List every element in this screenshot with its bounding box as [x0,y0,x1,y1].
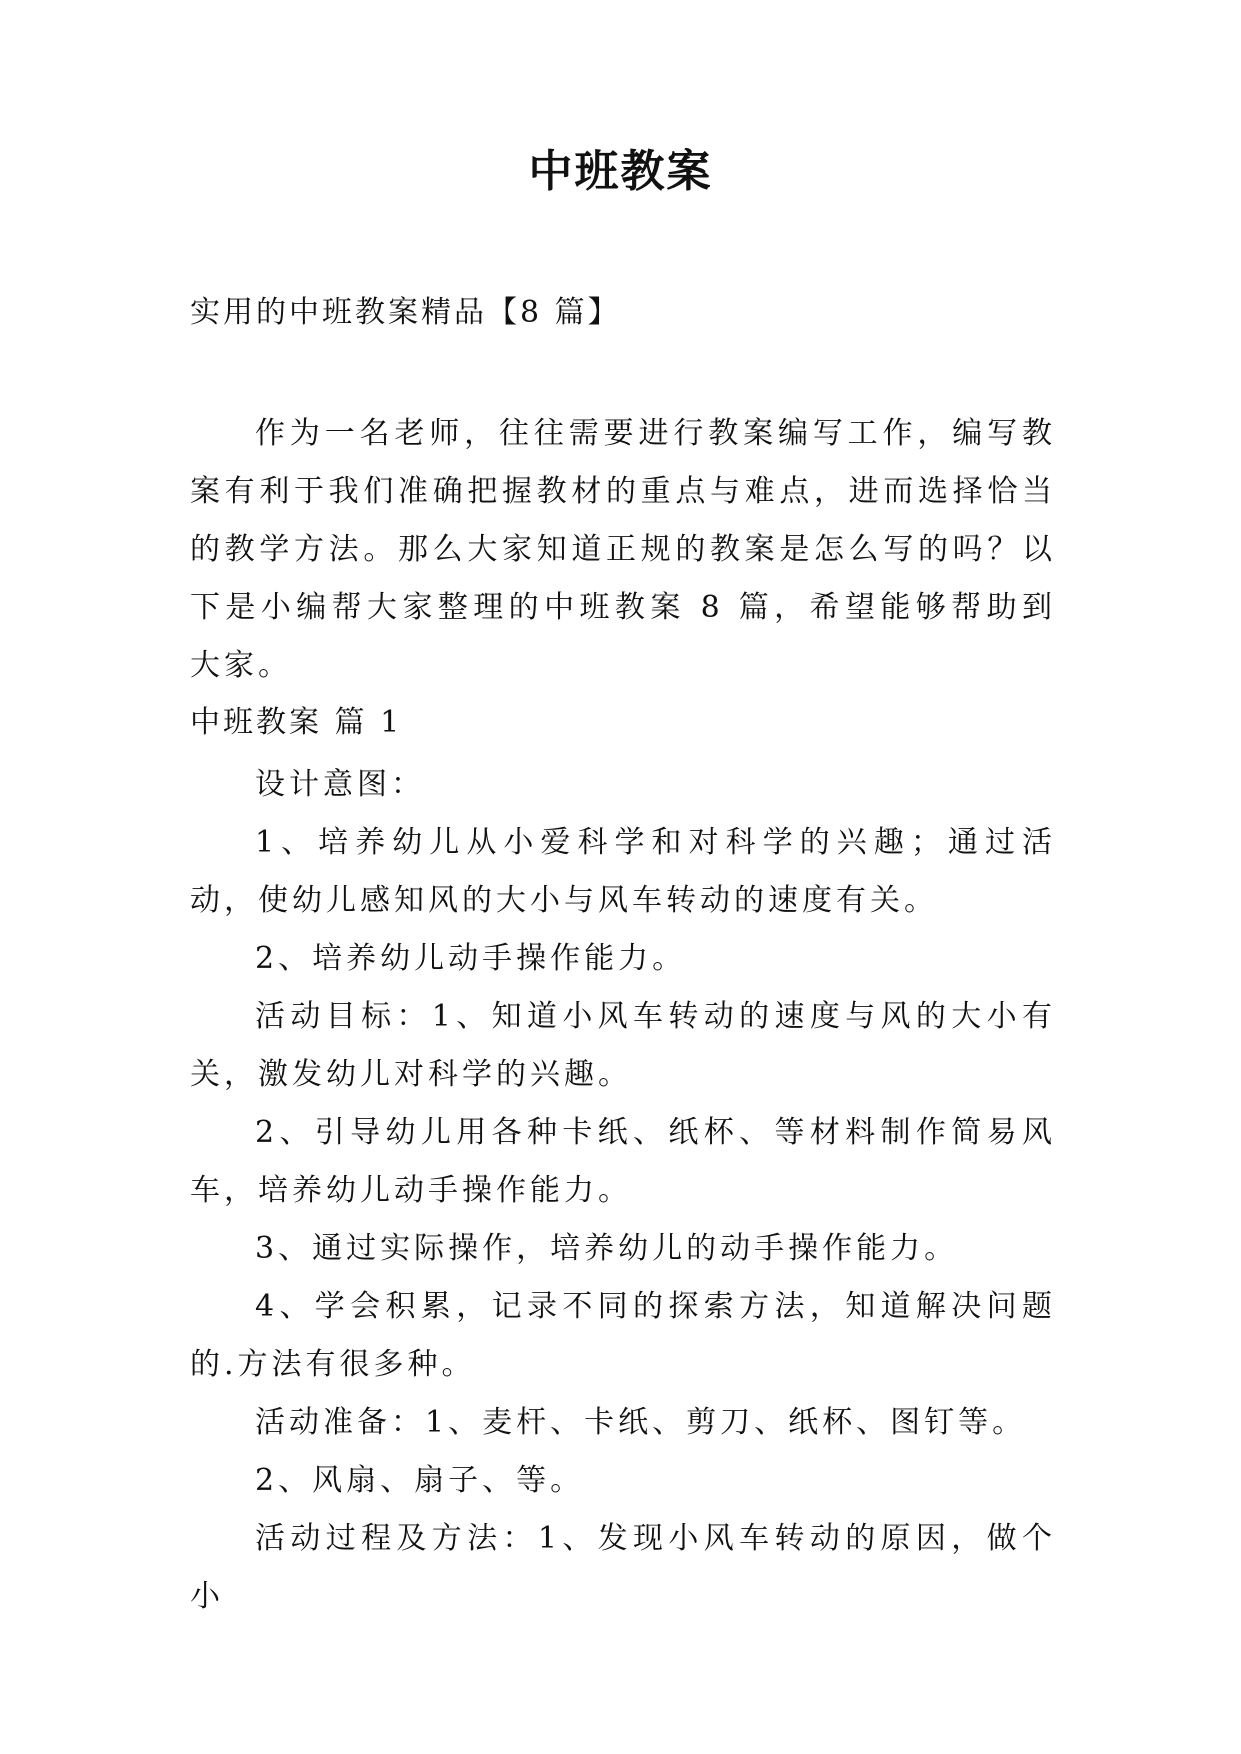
document-title: 中班教案 [528,146,713,197]
body-paragraph: 活动目标：1、知道小风车转动的速度与风的大小有关，激发幼儿对科学的兴趣。 [190,999,1056,1092]
body-paragraph: 2、培养幼儿动手操作能力。 [255,941,687,976]
body-paragraph: 1、培养幼儿从小爱科学和对科学的兴趣；通过活动，使幼儿感知风的大小与风车转动的速度有关。 [190,825,1056,918]
body-paragraph: 活动准备：1、麦杆、卡纸、剪刀、纸杯、图钉等。 [255,1405,1027,1440]
document-subtitle: 实用的中班教案精品【8 篇】 [190,295,621,330]
body-paragraph: 4、学会积累，记录不同的探索方法，知道解决问题的.方法有很多种。 [190,1289,1056,1382]
body-paragraph: 2、引导幼儿用各种卡纸、纸杯、等材料制作简易风车，培养幼儿动手操作能力。 [190,1115,1056,1208]
body-paragraph: 3、通过实际操作，培养幼儿的动手操作能力。 [255,1231,959,1266]
body-paragraph: 设计意图： [255,767,425,802]
body-paragraph: 活动过程及方法：1、发现小风车转动的原因，做个小 [190,1521,1056,1614]
body-paragraph: 2、风扇、扇子、等。 [255,1463,585,1498]
section-body [190,756,1056,1626]
section-heading: 中班教案 篇 1 [190,705,403,740]
intro-paragraph: 作为一名老师，往往需要进行教案编写工作，编写教案有利于我们准确把握教材的重点与难点，进而选择恰当的教学方法。那么大家知道正规的教案是怎么写的吗？以下是小编帮大家整理的中班教案 8 篇，希望能够帮助到大家。 [190,416,1056,683]
